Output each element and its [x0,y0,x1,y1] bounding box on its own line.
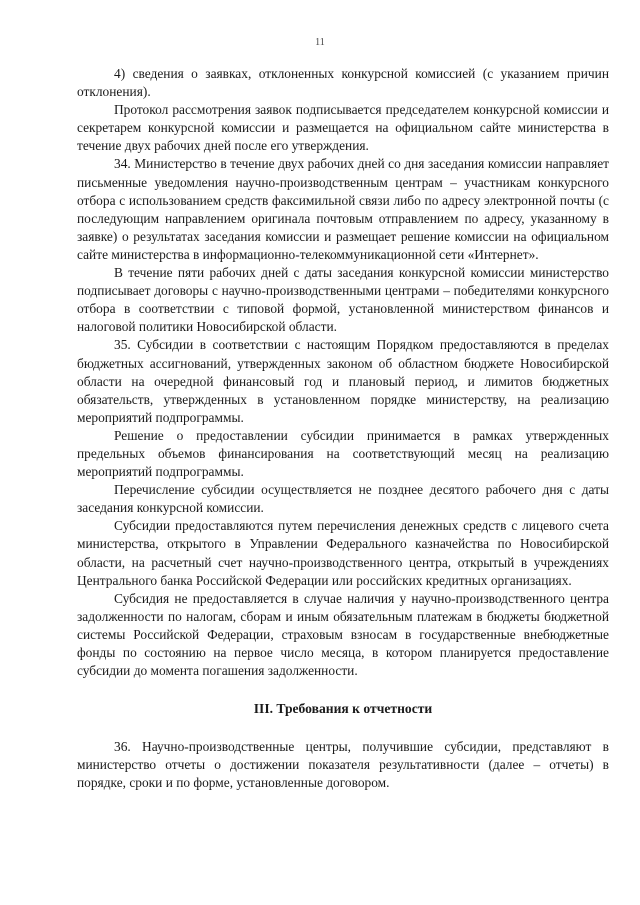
paragraph-clause-36: 36. Научно-производственные центры, получившие субсидии, представляют в министерство отчеты о достижении показателя результативности (далее – отчеты) в порядке, сроки и по форме, установленные договором. [77,739,609,791]
paragraph-debt-condition: Субсидия не предоставляется в случае наличия у научно-производственного центра задолженности по налогам, сборам и иным обязательным платежам в бюджеты бюджетной системы Российской Федерации, страховым взносам в государственные внебюджетные фонды по состоянию на первое число месяца, в котором планируется предоставление субсидии до момента погашения задолженности. [77,590,609,679]
paragraph-clause-34: 34. Министерство в течение двух рабочих дней со дня заседания комиссии направляет письменные уведомления научно-производственным центрам – участникам конкурсного отбора с использованием средств факсимильной связи либо по адресу электронной почты (с последующим направлением оригинала почтовым отправлением по адресу, указанному в заявке) о результатах заседания комиссии и размещает решение комиссии на официальном сайте министерства в информационно-телекоммуникационной сети «Интернет». [77,156,609,262]
paragraph-subsidy-decision: Решение о предоставлении субсидии принимается в рамках утвержденных предельных объемов финансирования на соответствующий месяц на реализацию мероприятий подпрограммы. [77,427,609,480]
paragraph-transfer-method: Субсидии предоставляются путем перечисления денежных средств с лицевого счета министерства, открытого в Управлении Федерального казначейства по Новосибирской области, на расчетный счет научно-производственного центра, открытый в учреждениях Центрального банка Российской Федерации или российских кредитных организациях. [77,518,609,588]
paragraph-clause-35: 35. Субсидии в соответствии с настоящим Порядком предоставляются в пределах бюджетных ассигнований, утвержденных законом об областном бюджете Новосибирской области на очередной финансовый год и плановый период, и лимитов бюджетных обязательств, утвержденных в установленном порядке министерству, на реализацию мероприятий подпрограммы. [77,337,609,425]
paragraph-rejected-applications: 4) сведения о заявках, отклоненных конкурсной комиссией (с указанием причин отклонения). [77,66,609,100]
paragraph-contract-signing: В течение пяти рабочих дней с даты заседания конкурсной комиссии министерство подписывает договоры с научно-производственными центрами – победителями конкурсного отбора в соответствии с типовой формой, установленной министерством финансов и налоговой политики Новосибирской области. [77,265,609,335]
section-heading-reporting: III. Требования к отчетности [253,701,433,717]
paragraph-transfer-deadline: Перечисление субсидии осуществляется не позднее десятого рабочего дня с даты заседания конкурсной комиссии. [77,482,609,516]
heading-spacer-bottom [77,718,609,738]
page-number: 11 [315,37,325,48]
paragraph-review-protocol: Протокол рассмотрения заявок подписывается председателем конкурсной комиссии и секретарем конкурсной комиссии и размещается на официальном сайте министерства в течение двух рабочих дней после его утверждения. [77,102,609,154]
document-body [77,65,609,792]
heading-spacer-top [77,680,609,700]
